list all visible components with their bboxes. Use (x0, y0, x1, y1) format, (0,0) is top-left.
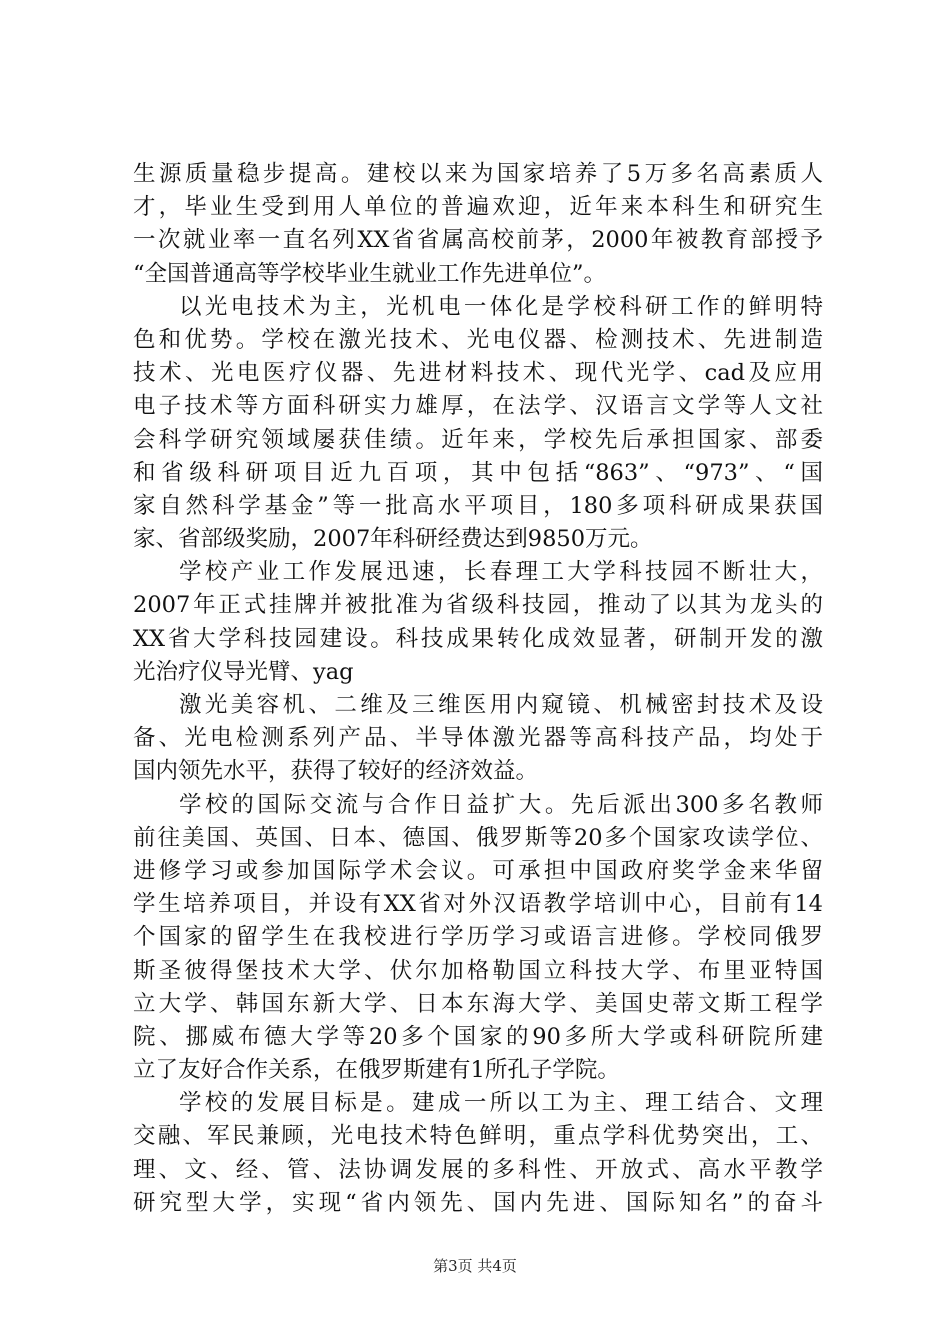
text-line: 色和优势。学校在激光技术、光电仪器、检测技术、先进制造 (133, 326, 823, 353)
text-line: 学校的国际交流与合作日益扩大。先后派出300多名教师 (179, 791, 823, 818)
text-line: “全国普通高等学校毕业生就业工作先进单位”。 (133, 260, 607, 287)
text-line: 生源质量稳步提高。建校以来为国家培养了5万多名高素质人 (133, 161, 823, 187)
text-line: 学校产业工作发展迅速，长春理工大学科技园不断壮大， (179, 559, 823, 586)
text-line: 光治疗仪导光臂、yag (133, 658, 354, 685)
text-line: 电子技术等方面科研实力雄厚，在法学、汉语言文学等人文社 (133, 393, 823, 420)
text-line: 立了友好合作关系，在俄罗斯建有1所孔子学院。 (133, 1057, 620, 1084)
text-line: 2007年正式挂牌并被批准为省级科技园，推动了以其为龙头的 (133, 592, 823, 619)
text-line: 技术、光电医疗仪器、先进材料技术、现代光学、cad及应用 (133, 360, 823, 387)
text-line: 学生培养项目，并设有XX省对外汉语教学培训中心，目前有14 (133, 891, 823, 918)
text-line: 交融、军民兼顾，光电技术特色鲜明，重点学科优势突出，工、 (133, 1123, 823, 1150)
text-line: 备、光电检测系列产品、半导体激光器等高科技产品，均处于 (133, 725, 823, 752)
text-line: XX省大学科技园建设。科技成果转化成效显著，研制开发的激 (133, 625, 823, 652)
document-body (133, 158, 823, 1220)
text-line: 院、挪威布德大学等20多个国家的90多所大学或科研院所建 (133, 1023, 823, 1050)
text-line: 国内领先水平，获得了较好的经济效益。 (133, 758, 539, 785)
text-line: 斯圣彼得堡技术大学、伏尔加格勒国立科技大学、布里亚特国 (133, 957, 823, 984)
text-line: 以光电技术为主，光机电一体化是学校科研工作的鲜明特 (179, 293, 823, 320)
text-line: 进修学习或参加国际学术会议。可承担中国政府奖学金来华留 (133, 857, 823, 884)
text-line: 前往美国、英国、日本、德国、俄罗斯等20多个国家攻读学位、 (133, 824, 823, 851)
text-line: 激光美容机、二维及三维医用内窥镜、机械密封技术及设 (179, 692, 823, 718)
text-line: 家自然科学基金”等一批高水平项目，180多项科研成果获国 (133, 492, 823, 519)
text-line: 一次就业率一直名列XX省省属高校前茅，2000年被教育部授予 (133, 227, 823, 254)
text-line: 个国家的留学生在我校进行学历学习或语言进修。学校同俄罗 (133, 924, 823, 951)
text-line: 和省级科研项目近九百项，其中包括“863”、“973”、“国 (133, 459, 823, 486)
page-footer (0, 1255, 950, 1276)
text-line: 理、文、经、管、法协调发展的多科性、开放式、高水平教学 (133, 1156, 823, 1183)
text-line: 立大学、韩国东新大学、日本东海大学、美国史蒂文斯工程学 (133, 990, 823, 1017)
text-line: 家、省部级奖励，2007年科研经费达到9850万元。 (133, 526, 653, 553)
text-line: 才，毕业生受到用人单位的普遍欢迎，近年来本科生和研究生 (133, 194, 823, 221)
text-line: 学校的发展目标是。建成一所以工为主、理工结合、文理 (179, 1090, 823, 1117)
page-number-label: 第3页 共4页 (433, 1257, 517, 1275)
text-line: 会科学研究领域屡获佳绩。近年来，学校先后承担国家、部委 (133, 426, 823, 453)
text-line: 研究型大学，实现“省内领先、国内先进、国际知名”的奋斗 (133, 1189, 823, 1216)
